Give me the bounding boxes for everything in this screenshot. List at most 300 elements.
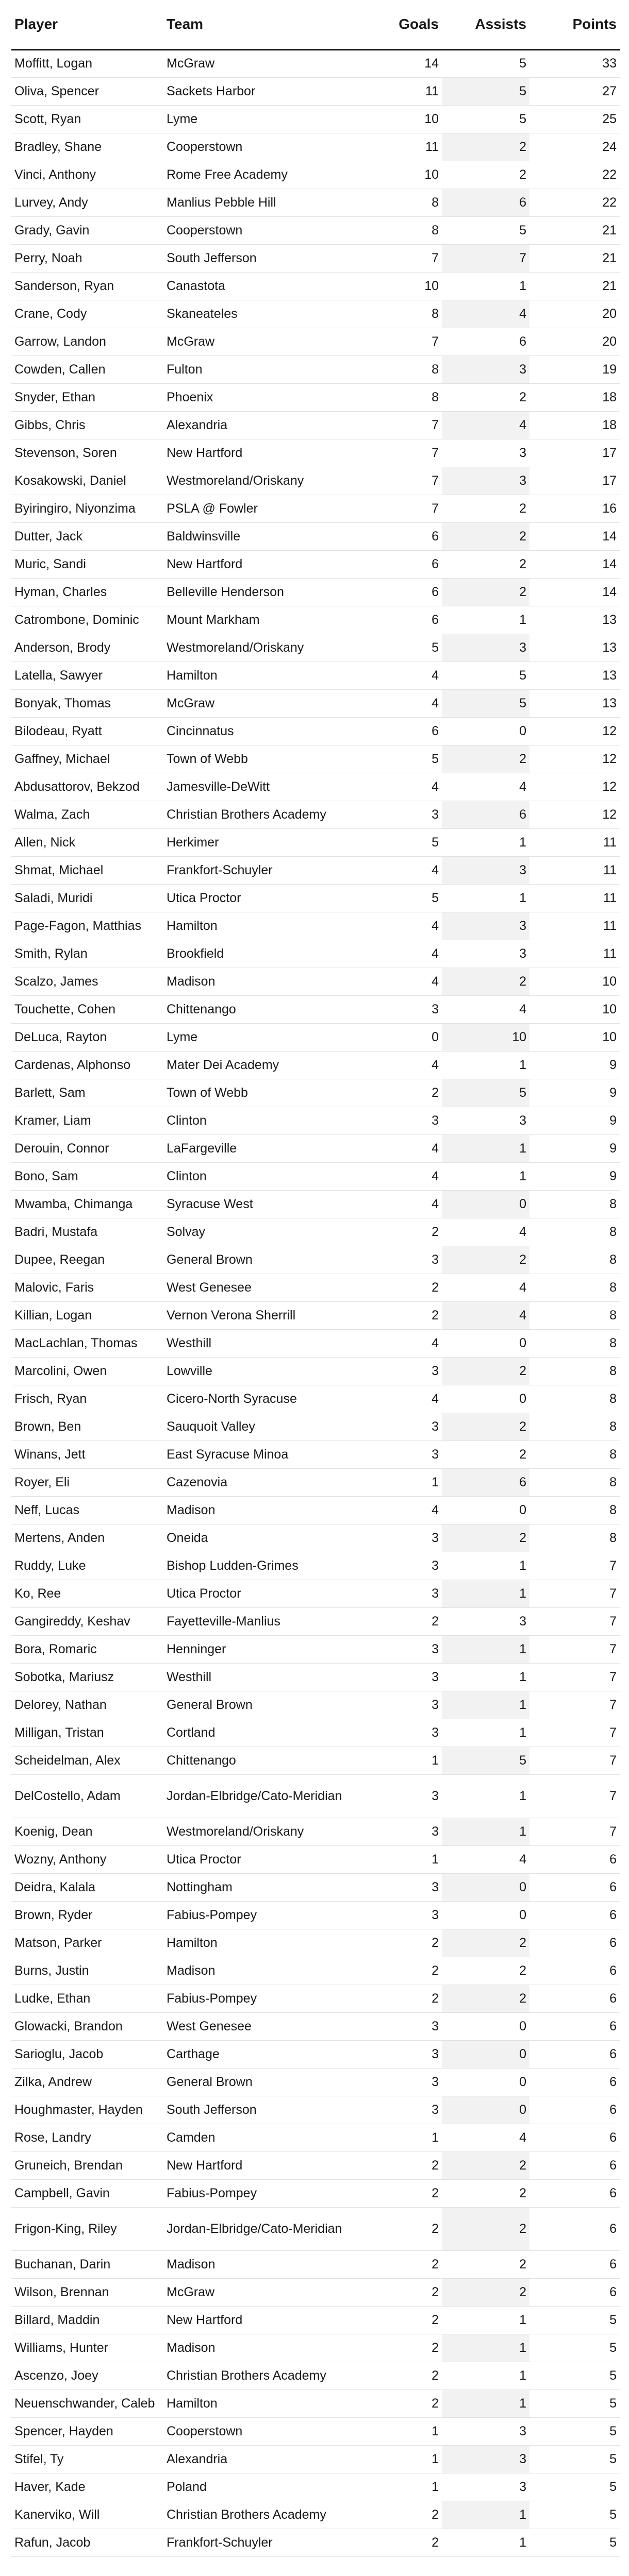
table-row	[11, 2529, 620, 2556]
team-cell: Carthage	[163, 2040, 359, 2068]
player-cell: Stevenson, Soren	[11, 439, 163, 467]
assists-cell: 1	[442, 272, 529, 300]
team-cell: Oneida	[163, 1524, 359, 1552]
assists-cell: 2	[442, 522, 529, 550]
assists-cell: 1	[442, 1134, 529, 1162]
team-cell: Town of Webb	[163, 745, 359, 773]
goals-cell: 10	[359, 105, 442, 133]
assists-cell: 4	[442, 2124, 529, 2151]
assists-cell: 3	[442, 634, 529, 662]
assists-cell: 4	[442, 411, 529, 439]
goals-cell: 8	[359, 383, 442, 411]
team-cell: Brookfield	[163, 940, 359, 968]
assists-cell: 1	[442, 606, 529, 634]
player-cell: Barlett, Sam	[11, 1079, 163, 1107]
player-cell: Brown, Ben	[11, 1413, 163, 1440]
table-row	[11, 1691, 620, 1719]
points-cell: 7	[529, 1691, 620, 1719]
points-cell: 18	[529, 411, 620, 439]
team-cell: South Jefferson	[163, 2096, 359, 2124]
assists-cell: 2	[442, 383, 529, 411]
assists-cell: 1	[442, 1580, 529, 1607]
team-cell: Madison	[163, 968, 359, 995]
goals-cell: 1	[359, 1845, 442, 1873]
assists-cell: 2	[442, 1957, 529, 1985]
assists-cell: 5	[442, 105, 529, 133]
goals-cell: 4	[359, 662, 442, 689]
assists-cell: 2	[442, 1985, 529, 2012]
table-row	[11, 1774, 620, 1818]
team-cell: Madison	[163, 2334, 359, 2362]
team-cell: McGraw	[163, 689, 359, 717]
goals-cell: 1	[359, 1747, 442, 1774]
player-cell: Derouin, Connor	[11, 1134, 163, 1162]
points-cell: 8	[529, 1218, 620, 1246]
player-cell: Burns, Justin	[11, 1957, 163, 1985]
table-row	[11, 828, 620, 856]
player-cell: Bono, Sam	[11, 1162, 163, 1190]
points-cell: 6	[529, 2207, 620, 2250]
team-cell: Belleville Henderson	[163, 578, 359, 606]
table-row	[11, 467, 620, 495]
points-cell: 12	[529, 717, 620, 745]
points-cell: 20	[529, 328, 620, 355]
team-cell: Lowville	[163, 1357, 359, 1385]
player-cell: Gaffney, Michael	[11, 745, 163, 773]
table-row	[11, 1580, 620, 1607]
team-cell: Frankfort-Schuyler	[163, 856, 359, 884]
points-cell: 6	[529, 2151, 620, 2179]
team-cell: Mount Markham	[163, 606, 359, 634]
team-cell: Jordan-Elbridge/Cato-Meridian	[163, 2207, 359, 2250]
table-row	[11, 2278, 620, 2306]
goals-cell: 4	[359, 1385, 442, 1413]
assists-cell: 1	[442, 1774, 529, 1818]
goals-cell: 3	[359, 1873, 442, 1901]
assists-cell: 1	[442, 2529, 529, 2556]
points-cell: 6	[529, 2124, 620, 2151]
assists-cell: 1	[442, 828, 529, 856]
table-row	[11, 634, 620, 662]
table-row	[11, 1357, 620, 1385]
player-cell: Campbell, Gavin	[11, 2179, 163, 2207]
goals-cell: 3	[359, 1580, 442, 1607]
team-cell: Westmoreland/Oriskany	[163, 467, 359, 495]
table-row	[11, 216, 620, 244]
points-cell: 20	[529, 300, 620, 328]
goals-cell: 4	[359, 940, 442, 968]
points-cell: 5	[529, 2306, 620, 2334]
team-cell: Westmoreland/Oriskany	[163, 1818, 359, 1845]
team-cell: Herkimer	[163, 828, 359, 856]
team-cell: Fulton	[163, 355, 359, 383]
goals-cell: 7	[359, 328, 442, 355]
goals-cell: 1	[359, 2124, 442, 2151]
player-cell: Bradley, Shane	[11, 133, 163, 161]
goals-cell: 3	[359, 1901, 442, 1929]
goals-cell: 4	[359, 773, 442, 801]
table-row	[11, 411, 620, 439]
table-row	[11, 1301, 620, 1329]
player-cell: Frigon-King, Riley	[11, 2207, 163, 2250]
goals-cell: 4	[359, 1162, 442, 1190]
goals-cell: 7	[359, 467, 442, 495]
player-cell: Kanerviko, Will	[11, 2501, 163, 2529]
points-cell: 6	[529, 1873, 620, 1901]
assists-cell: 6	[442, 189, 529, 216]
team-cell: Camden	[163, 2124, 359, 2151]
goals-cell: 1	[359, 2473, 442, 2501]
player-cell: Byiringiro, Niyonzima	[11, 495, 163, 522]
assists-cell: 3	[442, 1107, 529, 1134]
goals-cell: 2	[359, 1985, 442, 2012]
table-row	[11, 244, 620, 272]
assists-cell: 5	[442, 77, 529, 105]
goals-cell: 4	[359, 1051, 442, 1079]
player-cell: Malovic, Faris	[11, 1274, 163, 1301]
assists-cell: 2	[442, 2278, 529, 2306]
player-cell: MacLachlan, Thomas	[11, 1329, 163, 1357]
player-cell: Marcolini, Owen	[11, 1357, 163, 1385]
points-cell: 12	[529, 773, 620, 801]
header-team[interactable]: Team	[163, 0, 359, 49]
team-cell: Fabius-Pompey	[163, 1985, 359, 2012]
goals-cell: 4	[359, 856, 442, 884]
team-cell: South Jefferson	[163, 244, 359, 272]
table-row	[11, 856, 620, 884]
team-cell: Cortland	[163, 1719, 359, 1747]
team-cell: Chittenango	[163, 1747, 359, 1774]
team-cell: Cooperstown	[163, 133, 359, 161]
points-cell: 9	[529, 1079, 620, 1107]
table-header	[11, 0, 620, 49]
points-cell: 8	[529, 1440, 620, 1468]
goals-cell: 3	[359, 1440, 442, 1468]
points-cell: 9	[529, 1051, 620, 1079]
assists-cell: 1	[442, 884, 529, 912]
player-cell: Sanderson, Ryan	[11, 272, 163, 300]
goals-cell: 4	[359, 1190, 442, 1218]
assists-cell: 1	[442, 1051, 529, 1079]
goals-cell: 14	[359, 49, 442, 77]
points-cell: 7	[529, 1818, 620, 1845]
points-cell: 6	[529, 1901, 620, 1929]
goals-cell: 4	[359, 912, 442, 940]
player-cell: Scott, Ryan	[11, 105, 163, 133]
player-cell: Dutter, Jack	[11, 522, 163, 550]
goals-cell: 11	[359, 133, 442, 161]
table-row	[11, 1524, 620, 1552]
points-cell: 7	[529, 1552, 620, 1580]
player-cell: Anderson, Brody	[11, 634, 163, 662]
points-cell: 25	[529, 105, 620, 133]
goals-cell: 8	[359, 300, 442, 328]
points-cell: 6	[529, 2250, 620, 2278]
points-cell: 6	[529, 1845, 620, 1873]
table-row	[11, 1329, 620, 1357]
team-cell: General Brown	[163, 2068, 359, 2096]
points-cell: 10	[529, 995, 620, 1023]
points-cell: 33	[529, 49, 620, 77]
table-row	[11, 2417, 620, 2445]
player-cell: Billard, Maddin	[11, 2306, 163, 2334]
team-cell: Fabius-Pompey	[163, 2179, 359, 2207]
assists-cell: 3	[442, 2473, 529, 2501]
table-row	[11, 1190, 620, 1218]
goals-cell: 6	[359, 578, 442, 606]
player-cell: Zilka, Andrew	[11, 2068, 163, 2096]
team-cell: Westhill	[163, 1663, 359, 1691]
team-cell: Christian Brothers Academy	[163, 2362, 359, 2389]
player-cell: Mwamba, Chimanga	[11, 1190, 163, 1218]
assists-cell: 3	[442, 940, 529, 968]
assists-cell: 0	[442, 2012, 529, 2040]
goals-cell: 4	[359, 1496, 442, 1524]
team-cell: Clinton	[163, 1107, 359, 1134]
goals-cell: 8	[359, 189, 442, 216]
points-cell: 6	[529, 2278, 620, 2306]
points-cell: 8	[529, 1357, 620, 1385]
assists-cell: 4	[442, 773, 529, 801]
goals-cell: 2	[359, 2207, 442, 2250]
table-row	[11, 1134, 620, 1162]
goals-cell: 8	[359, 216, 442, 244]
table-row	[11, 912, 620, 940]
points-cell: 8	[529, 1301, 620, 1329]
player-cell: Moffitt, Logan	[11, 49, 163, 77]
table-row	[11, 1246, 620, 1274]
points-cell: 8	[529, 1524, 620, 1552]
points-cell: 6	[529, 2179, 620, 2207]
assists-cell: 5	[442, 689, 529, 717]
points-cell: 7	[529, 1635, 620, 1663]
team-cell: Henninger	[163, 1635, 359, 1663]
table-row	[11, 940, 620, 968]
table-row	[11, 355, 620, 383]
team-cell: Christian Brothers Academy	[163, 801, 359, 828]
table-row	[11, 1635, 620, 1663]
table-row	[11, 2334, 620, 2362]
table-row	[11, 662, 620, 689]
player-cell: Scheidelman, Alex	[11, 1747, 163, 1774]
player-cell: Mertens, Anden	[11, 1524, 163, 1552]
assists-cell: 3	[442, 1607, 529, 1635]
player-cell: Killian, Logan	[11, 1301, 163, 1329]
goals-cell: 3	[359, 2040, 442, 2068]
assists-cell: 2	[442, 1929, 529, 1957]
points-cell: 6	[529, 1985, 620, 2012]
assists-cell: 4	[442, 300, 529, 328]
table-row	[11, 995, 620, 1023]
table-row	[11, 2501, 620, 2529]
team-cell: Cincinnatus	[163, 717, 359, 745]
points-cell: 8	[529, 1274, 620, 1301]
team-cell: Solvay	[163, 1218, 359, 1246]
table-row	[11, 1607, 620, 1635]
points-cell: 7	[529, 1774, 620, 1818]
player-cell: Scalzo, James	[11, 968, 163, 995]
table-row	[11, 773, 620, 801]
team-cell: Sauquoit Valley	[163, 1413, 359, 1440]
points-cell: 8	[529, 1496, 620, 1524]
team-cell: Bishop Ludden-Grimes	[163, 1552, 359, 1580]
player-cell: Hyman, Charles	[11, 578, 163, 606]
goals-cell: 6	[359, 550, 442, 578]
table-row	[11, 2096, 620, 2124]
assists-cell: 5	[442, 1079, 529, 1107]
points-cell: 7	[529, 1663, 620, 1691]
table-row	[11, 2445, 620, 2473]
points-cell: 14	[529, 578, 620, 606]
header-player[interactable]: Player	[11, 0, 163, 49]
points-cell: 11	[529, 912, 620, 940]
team-cell: Lyme	[163, 1023, 359, 1051]
table-row	[11, 1929, 620, 1957]
goals-cell: 1	[359, 1468, 442, 1496]
table-row	[11, 1845, 620, 1873]
player-cell: Brown, Ryder	[11, 1901, 163, 1929]
player-cell: Garrow, Landon	[11, 328, 163, 355]
assists-cell: 0	[442, 2040, 529, 2068]
goals-cell: 2	[359, 1274, 442, 1301]
assists-cell: 1	[442, 2501, 529, 2529]
points-cell: 17	[529, 467, 620, 495]
player-cell: Winans, Jett	[11, 1440, 163, 1468]
table-row	[11, 1818, 620, 1845]
assists-cell: 0	[442, 1873, 529, 1901]
assists-cell: 1	[442, 1691, 529, 1719]
goals-cell: 1	[359, 2417, 442, 2445]
assists-cell: 0	[442, 1329, 529, 1357]
assists-cell: 4	[442, 1301, 529, 1329]
team-cell: Cazenovia	[163, 1468, 359, 1496]
goals-cell: 5	[359, 884, 442, 912]
player-cell: Rafun, Jacob	[11, 2529, 163, 2556]
team-cell: Madison	[163, 2250, 359, 2278]
team-cell: General Brown	[163, 1691, 359, 1719]
goals-cell: 3	[359, 1663, 442, 1691]
table-row	[11, 884, 620, 912]
team-cell: Hamilton	[163, 912, 359, 940]
assists-cell: 1	[442, 2334, 529, 2362]
points-cell: 13	[529, 689, 620, 717]
player-cell: Ascenzo, Joey	[11, 2362, 163, 2389]
table-row	[11, 1957, 620, 1985]
player-cell: Frisch, Ryan	[11, 1385, 163, 1413]
points-cell: 5	[529, 2362, 620, 2389]
player-cell: Oliva, Spencer	[11, 77, 163, 105]
points-cell: 5	[529, 2389, 620, 2417]
assists-cell: 2	[442, 2250, 529, 2278]
goals-cell: 3	[359, 1774, 442, 1818]
table-row	[11, 2362, 620, 2389]
player-cell: Dupee, Reegan	[11, 1246, 163, 1274]
table-row	[11, 1468, 620, 1496]
goals-cell: 3	[359, 801, 442, 828]
goals-cell: 3	[359, 1552, 442, 1580]
goals-cell: 2	[359, 1218, 442, 1246]
player-cell: Deidra, Kalala	[11, 1873, 163, 1901]
points-cell: 5	[529, 2529, 620, 2556]
team-cell: East Syracuse Minoa	[163, 1440, 359, 1468]
table-row	[11, 1747, 620, 1774]
assists-cell: 2	[442, 161, 529, 189]
player-cell: Sobotka, Mariusz	[11, 1663, 163, 1691]
goals-cell: 2	[359, 1079, 442, 1107]
points-cell: 12	[529, 801, 620, 828]
player-cell: Crane, Cody	[11, 300, 163, 328]
team-cell: Madison	[163, 1496, 359, 1524]
player-cell: Shmat, Michael	[11, 856, 163, 884]
player-cell: Koenig, Dean	[11, 1818, 163, 1845]
points-cell: 11	[529, 940, 620, 968]
table-row	[11, 77, 620, 105]
team-cell: Phoenix	[163, 383, 359, 411]
player-cell: Touchette, Cohen	[11, 995, 163, 1023]
goals-cell: 4	[359, 1134, 442, 1162]
goals-cell: 10	[359, 272, 442, 300]
player-cell: Glowacki, Brandon	[11, 2012, 163, 2040]
goals-cell: 3	[359, 2012, 442, 2040]
points-cell: 9	[529, 1162, 620, 1190]
team-cell: Cicero-North Syracuse	[163, 1385, 359, 1413]
header-row	[11, 0, 620, 49]
assists-cell: 5	[442, 1747, 529, 1774]
assists-cell: 10	[442, 1023, 529, 1051]
assists-cell: 1	[442, 2306, 529, 2334]
team-cell: Christian Brothers Academy	[163, 2501, 359, 2529]
team-cell: New Hartford	[163, 2151, 359, 2179]
player-cell: Wozny, Anthony	[11, 1845, 163, 1873]
assists-cell: 4	[442, 995, 529, 1023]
goals-cell: 2	[359, 2529, 442, 2556]
header-points[interactable]: Points	[529, 0, 620, 49]
table-row	[11, 2250, 620, 2278]
assists-cell: 2	[442, 495, 529, 522]
assists-cell: 3	[442, 355, 529, 383]
goals-cell: 3	[359, 1719, 442, 1747]
team-cell: Hamilton	[163, 2389, 359, 2417]
points-cell: 16	[529, 495, 620, 522]
points-cell: 14	[529, 522, 620, 550]
player-cell: Ko, Ree	[11, 1580, 163, 1607]
assists-cell: 2	[442, 1246, 529, 1274]
table-row	[11, 161, 620, 189]
team-cell: Fabius-Pompey	[163, 1901, 359, 1929]
player-cell: Neff, Lucas	[11, 1496, 163, 1524]
team-cell: New Hartford	[163, 439, 359, 467]
team-cell: Baldwinsville	[163, 522, 359, 550]
team-cell: Cooperstown	[163, 2417, 359, 2445]
header-assists[interactable]: Assists	[442, 0, 529, 49]
header-goals[interactable]: Goals	[359, 0, 442, 49]
goals-cell: 6	[359, 606, 442, 634]
assists-cell: 1	[442, 1635, 529, 1663]
points-cell: 10	[529, 968, 620, 995]
player-cell: Matson, Parker	[11, 1929, 163, 1957]
points-cell: 6	[529, 2012, 620, 2040]
player-cell: Gibbs, Chris	[11, 411, 163, 439]
player-cell: Kosakowski, Daniel	[11, 467, 163, 495]
team-cell: Westmoreland/Oriskany	[163, 634, 359, 662]
team-cell: Nottingham	[163, 1873, 359, 1901]
points-cell: 19	[529, 355, 620, 383]
player-cell: Muric, Sandi	[11, 550, 163, 578]
assists-cell: 2	[442, 968, 529, 995]
goals-cell: 2	[359, 2334, 442, 2362]
team-cell: Utica Proctor	[163, 1845, 359, 1873]
player-cell: Wilson, Brennan	[11, 2278, 163, 2306]
